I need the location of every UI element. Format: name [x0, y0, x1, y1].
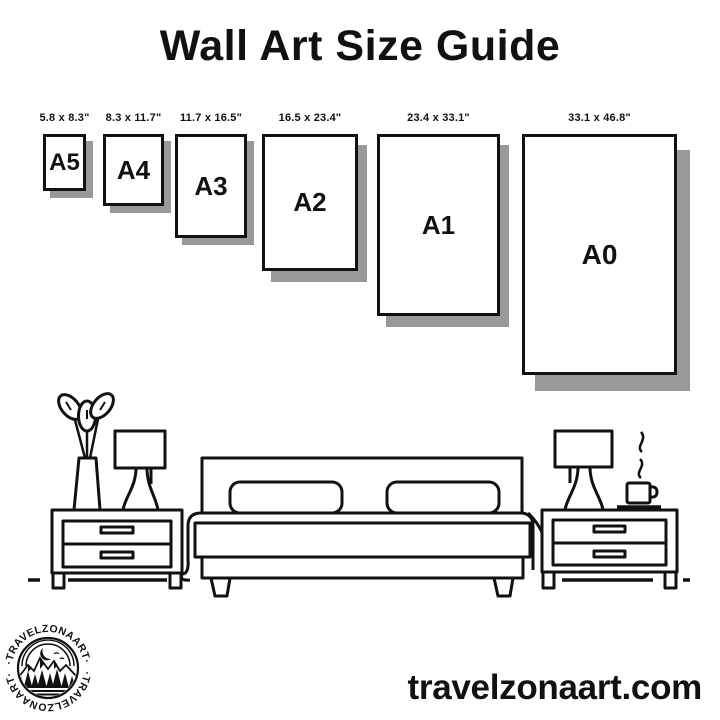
nightstand-left-icon: [52, 510, 182, 588]
logo-ring-text-bottom: ·TRAVELZONAART·: [3, 670, 93, 714]
table-lamp-left-icon: [115, 431, 165, 510]
frame-label: A2: [293, 187, 327, 217]
nightstand-right-icon: [542, 510, 677, 588]
website-url: travelzonaart.com: [407, 668, 702, 707]
frame-size-label: 8.3 x 11.7": [105, 112, 162, 124]
coffee-cup-icon: [617, 432, 661, 507]
flower-vase-icon: [54, 389, 118, 510]
frame-size-label: 16.5 x 23.4": [278, 112, 342, 124]
size-frame-a3: [175, 134, 247, 238]
frame-label: A0: [581, 238, 618, 270]
frame-label: A4: [116, 154, 151, 185]
size-frame-a5: [43, 134, 86, 191]
frame-label: A3: [194, 170, 228, 201]
size-frame-a2: [262, 134, 358, 271]
table-lamp-right-icon: [555, 431, 612, 510]
page-title: Wall Art Size Guide: [159, 22, 561, 70]
frame-size-label: 23.4 x 33.1": [407, 112, 470, 124]
logo-ring-text-top: ·TRAVELZONAART·: [3, 622, 93, 666]
bed-icon: [181, 458, 554, 596]
size-frame-a1: [377, 134, 500, 316]
frame-size-label: 5.8 x 8.3": [39, 112, 90, 124]
size-frame-a0: [522, 134, 677, 375]
frame-size-label: 11.7 x 16.5": [179, 112, 243, 124]
frame-label: A5: [49, 148, 80, 176]
frame-size-label: 33.1 x 46.8": [568, 112, 631, 124]
frame-label: A1: [421, 209, 456, 240]
bedroom-illustration: [0, 378, 720, 608]
size-frame-a4: [103, 134, 164, 206]
brand-logo-badge: [2, 622, 94, 714]
